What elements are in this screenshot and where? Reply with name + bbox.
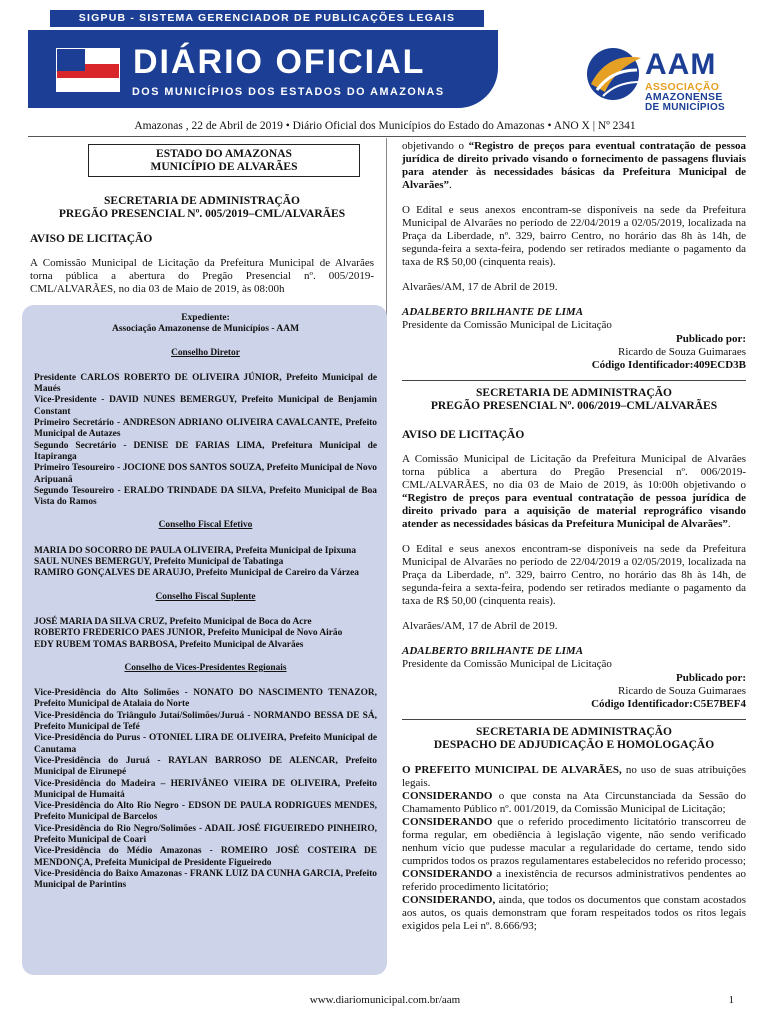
conselho-fiscal-suplente-heading: Conselho Fiscal Suplente — [155, 591, 256, 602]
aam-line-1: ASSOCIAÇÃO — [645, 81, 720, 93]
conselho-vices-heading: Conselho de Vices-Presidentes Regionais — [124, 662, 287, 673]
edital-paragraph-2: O Edital e seus anexos encontram-se disponíveis na sede da Prefeitura Municipal de Alvarães no período de 22/04/2019 a 02/05/2019, localizada na Praça da Liberdade, nº. 329, bairro Centro, no horário das 8h às 14h, de segunda-feira a sexta-feira, podendo ser retirados mediante o pagamento da taxa de R$ 50,00 (cinquenta reais). — [402, 543, 746, 607]
amazonas-flag-icon — [56, 48, 120, 92]
page-number: 1 — [728, 994, 734, 1006]
list-item: Vice-Presidência do Alto Rio Negro - EDSON DE PAULA RODRIGUES MENDES, Prefeito Municipal de Barcelos — [34, 801, 377, 823]
list-item: Presidente CARLOS ROBERTO DE OLIVEIRA JÚNIOR, Prefeito Municipal de Maués — [34, 372, 377, 395]
list-item: RAMIRO GONÇALVES DE ARAUJO, Prefeito Municipal de Careiro da Várzea — [34, 568, 359, 579]
list-item: SAUL NUNES BEMERGUY, Prefeito Municipal de Tabatinga — [34, 557, 284, 568]
date-line-2: Alvarães/AM, 17 de Abril de 2019. — [402, 620, 558, 632]
state-header-box — [88, 144, 360, 177]
list-item: Primeiro Tesoureiro - JOCIONE DOS SANTOS SOUZA, Prefeito Municipal de Novo Aripuanã — [34, 463, 377, 485]
publisher-name-1: Ricardo de Souza Guimaraes — [618, 346, 746, 358]
pregao-heading: PREGÃO PRESENCIAL Nº. 005/2019–CML/ALVARÃES — [58, 208, 346, 220]
right-column — [402, 138, 746, 933]
identifier-code-2: Código Identificador:C5E7BEF4 — [591, 698, 746, 710]
secretaria-heading-3: SECRETARIA DE ADMINISTRAÇÃO — [476, 726, 672, 738]
conselho-diretor-list — [34, 373, 377, 509]
list-item: Vice-Presidência do Madeira – HERIVÂNEO VIEIRA DE OLIVEIRA, Prefeito Municipal de Humaitá — [34, 778, 377, 800]
list-item: MARIA DO SOCORRO DE PAULA OLIVEIRA, Prefeita Municipal de Ipixuna — [34, 545, 357, 556]
edition-line: Amazonas , 22 de Abril de 2019 • Diário Oficial dos Municípios do Estado do Amazonas • ANO X | Nº 2341 — [134, 120, 636, 132]
published-by-label-2: Publicado por: — [676, 672, 746, 684]
state-name: ESTADO DO AMAZONAS — [156, 148, 292, 160]
despacho-heading: DESPACHO DE ADJUDICAÇÃO E HOMOLOGAÇÃO — [433, 739, 715, 751]
aviso-heading: AVISO DE LICITAÇÃO — [30, 233, 153, 245]
aam-line-3: DE MUNICÍPIOS — [645, 102, 726, 113]
section-rule — [402, 719, 746, 720]
footer-url: www.diariomunicipal.com.br/aam — [309, 994, 461, 1006]
list-item: EDY RUBEM TOMAS BARBOSA, Prefeito Municipal de Alvarães — [34, 639, 304, 650]
aviso-heading-2: AVISO DE LICITAÇÃO — [402, 429, 525, 441]
considerando-3: CONSIDERANDO a inexistência de recursos administrativos pendentes ao referido procedimento licitatório; — [402, 868, 746, 893]
conselho-vices-list — [34, 688, 377, 891]
aam-emblem-icon — [583, 40, 645, 106]
aam-line-2: AMAZONENSE — [645, 91, 723, 103]
list-item: Vice-Presidência do Alto Solimões - NONATO DO NASCIMENTO TENAZOR, Prefeito Municipal de Atalaia do Norte — [34, 688, 377, 710]
considerando-2: CONSIDERANDO que o referido procedimento licitatório transcorreu de forma regular, em obediência à legislação vigente, não sendo verificado nenhum vício que pudesse macular a regularidade do certame, tendo sido cumpridos todos os prazos regulamentares estabelecidos no referido processo; — [402, 816, 746, 867]
signer-name-1: ADALBERTO BRILHANTE DE LIMA — [402, 306, 584, 318]
municipality-name: MUNICÍPIO DE ALVARÃES — [150, 161, 298, 173]
conselho-diretor-heading: Conselho Diretor — [171, 347, 240, 358]
list-item: Vice-Presidência do Purus - OTONIEL LIRA DE OLIVEIRA, Prefeito Municipal de Canutama — [34, 733, 377, 755]
signer-role-1: Presidente da Comissão Municipal de Licitação — [402, 319, 612, 331]
left-column — [30, 138, 374, 296]
aam-logo — [583, 40, 751, 113]
conselho-fiscal-efetivo-heading: Conselho Fiscal Efetivo — [158, 520, 253, 531]
date-line-1: Alvarães/AM, 17 de Abril de 2019. — [402, 281, 558, 293]
list-item: Segundo Tesoureiro - ERALDO TRINDADE DA SILVA, Prefeito Municipal de Boa Vista do Ramos — [34, 485, 377, 508]
edital-paragraph-1: O Edital e seus anexos encontram-se disponíveis na sede da Prefeitura Municipal de Alvarães no período de 22/04/2019 a 02/05/2019, localizada na Praça da Liberdade, nº. 329, bairro Centro, no horário das 8h às 14h, de segunda-feira a sexta-feira, podendo ser retirados mediante o pagamento da taxa de R$ 50,00 (cinquenta reais). — [402, 204, 746, 268]
publication-subtitle: DOS MUNICÍPIOS DOS ESTADOS DO AMAZONAS — [132, 86, 445, 98]
list-item: ROBERTO FREDERICO PAES JUNIOR, Prefeito Municipal de Novo Airão — [34, 628, 343, 639]
publisher-name-2: Ricardo de Souza Guimaraes — [618, 685, 746, 697]
secretaria-heading-2: SECRETARIA DE ADMINISTRAÇÃO — [476, 387, 672, 399]
expediente-panel — [22, 305, 387, 975]
masthead-band — [28, 30, 498, 108]
published-by-label-1: Publicado por: — [676, 333, 746, 345]
top-rule — [28, 136, 746, 137]
list-item: Vice-Presidência do Médio Amazonas - ROMEIRO JOSÉ COSTEIRA DE MENDONÇA, Prefeita Municipal de Presidente Figueiredo — [34, 846, 377, 868]
considerando-1: CONSIDERANDO o que consta na Ata Circunstanciada da Sessão do Chamamento Público nº. 001/2019, da Comissão Municipal de Licitação; — [402, 790, 746, 815]
aviso-body: A Comissão Municipal de Licitação da Prefeitura Municipal de Alvarães torna pública a abertura do Pregão Presencial nº. 005/2019-CML/ALVARÃES, no dia 03 de Maio de 2019, às 08:00h — [30, 257, 374, 295]
conselho-fiscal-suplente-list — [34, 617, 377, 651]
identifier-code-1: Código Identificador:409ECD3B — [591, 359, 746, 371]
expediente-org: Associação Amazonense de Municípios - AAM — [111, 324, 300, 335]
conselho-fiscal-efetivo-list — [34, 546, 377, 580]
list-item: Vice-Presidência do Baixo Amazonas - FRANK LUIZ DA CUNHA GARCIA, Prefeito Municipal de Parintins — [34, 868, 377, 891]
signer-role-2: Presidente da Comissão Municipal de Licitação — [402, 658, 612, 670]
aviso-body-2: A Comissão Municipal de Licitação da Prefeitura Municipal de Alvarães torna pública a abertura do Pregão Presencial nº. 006/2019-CML/ALVARÃES, no dia 03 de Maio de 2019, às 10:00h objetivando o “Registro de preços para eventual contratação de pessoa jurídica de direito privado para a aquisição de material reprográfico visando atender as necessidades básicas da Prefeitura Municipal de Alvarães”. — [402, 453, 746, 530]
expediente-title: Expediente: — [181, 313, 230, 323]
list-item: Vice-Presidência do Juruá - RAYLAN BARROSO DE ALENCAR, Prefeito Municipal de Eirunepé — [34, 755, 377, 778]
list-item: Vice-Presidência do Triângulo Jutaí/Solimões/Juruá - NORMANDO BESSA DE SÁ, Prefeito Municipal de Tefé — [34, 710, 377, 733]
list-item: Segundo Secretário - DENISE DE FARIAS LIMA, Prefeitura Municipal de Itapiranga — [34, 440, 377, 462]
publication-title: DIÁRIO OFICIAL — [133, 43, 426, 81]
considerando-4: CONSIDERANDO, ainda, que todos os documentos que constam acostados aos autos, os quais demonstram que foram respeitados todos os ritos legais exigidos pela Lei nº. 8.666/93; — [402, 894, 746, 932]
list-item: Primeiro Secretário - ANDRESON ADRIANO OLIVEIRA CAVALCANTE, Prefeito Municipal de Autazes — [34, 418, 377, 440]
list-item: Vice-Presidência do Rio Negro/Solimões - ADAIL JOSÉ FIGUEIREDO PINHEIRO, Prefeito Municipal de Coari — [34, 823, 377, 845]
list-item: Vice-Presidente - DAVID NUNES BEMERGUY, Prefeito Municipal de Benjamin Constant — [34, 395, 377, 417]
pregao-heading-2: PREGÃO PRESENCIAL Nº. 006/2019–CML/ALVARÃES — [430, 400, 718, 412]
list-item: JOSÉ MARIA DA SILVA CRUZ, Prefeito Municipal de Boca do Acre — [34, 616, 312, 627]
prefeito-paragraph: O PREFEITO MUNICIPAL DE ALVARÃES, no uso de suas atribuições legais. — [402, 764, 746, 789]
section-rule — [402, 380, 746, 381]
continued-paragraph: objetivando o “Registro de preços para eventual contratação de pessoa jurídica de direito privado visando o fornecimento de passagens fluviais para atender às necessidades básicas da Prefeitura Municipal de Alvarães”. — [402, 140, 746, 191]
secretaria-heading: SECRETARIA DE ADMINISTRAÇÃO — [104, 195, 300, 207]
signer-name-2: ADALBERTO BRILHANTE DE LIMA — [402, 645, 584, 657]
aam-acronym: AAM — [645, 48, 717, 81]
masthead — [28, 10, 746, 113]
sigpub-banner: SIGPUB - SISTEMA GERENCIADOR DE PUBLICAÇÕES LEGAIS — [50, 10, 484, 27]
